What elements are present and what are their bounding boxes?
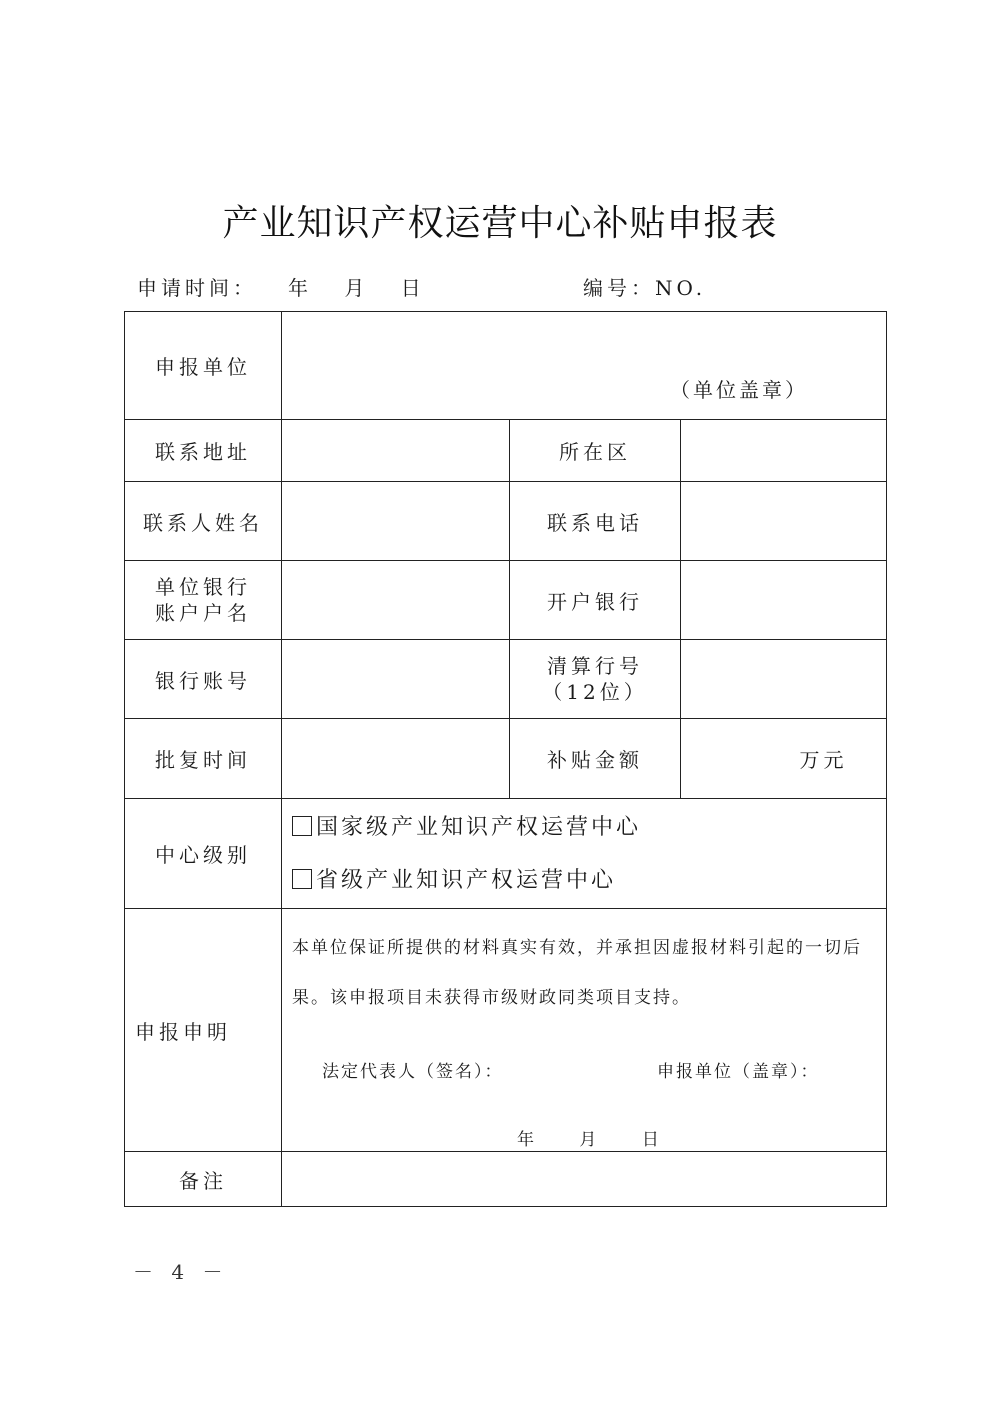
declaration-year: 年 <box>517 1130 534 1150</box>
apply-year: 年 <box>288 276 308 300</box>
row-remark <box>125 1152 887 1207</box>
approval-time-label: 批复时间 <box>125 719 282 799</box>
row-center-level <box>125 799 887 909</box>
apply-day: 日 <box>400 276 421 300</box>
declaration-month: 月 <box>579 1130 597 1150</box>
contact-phone-label: 联系电话 <box>510 482 681 561</box>
application-form-table <box>124 311 887 1207</box>
declaration-date[interactable] <box>517 1125 699 1150</box>
approval-time-field[interactable] <box>282 719 510 799</box>
bank-account-label: 银行账号 <box>125 640 282 719</box>
row-bank-account-name <box>125 561 887 640</box>
clearing-number-label-line1: 清算行号 <box>547 654 643 678</box>
level-national-option[interactable] <box>292 801 886 854</box>
bank-account-field[interactable] <box>282 640 510 719</box>
legal-representative-signature[interactable]: 法定代表人（签名）： <box>322 1062 504 1082</box>
address-field[interactable] <box>282 420 510 482</box>
applicant-unit-field[interactable] <box>282 312 887 420</box>
applicant-unit-label: 申报单位 <box>125 312 282 420</box>
declaration-day: 日 <box>641 1130 659 1150</box>
level-national-label: 国家级产业知识产权运营中心 <box>316 814 642 840</box>
contact-name-field[interactable] <box>282 482 510 561</box>
bank-account-name-label-line2: 账户户名 <box>155 601 251 625</box>
apply-time-label: 申请时间： <box>137 276 257 300</box>
contact-phone-field[interactable] <box>681 482 887 561</box>
row-bank-account <box>125 640 887 719</box>
seal-note: （单位盖章） <box>670 378 809 402</box>
checkbox-national[interactable] <box>292 816 312 836</box>
center-level-label: 中心级别 <box>125 799 282 909</box>
row-applicant-unit <box>125 312 887 420</box>
subsidy-amount-label: 补贴金额 <box>510 719 681 799</box>
bank-account-name-field[interactable] <box>282 561 510 640</box>
bank-label: 开户银行 <box>510 561 681 640</box>
subsidy-unit: 万元 <box>799 748 848 772</box>
remark-field[interactable] <box>282 1152 887 1207</box>
form-number-label: 编号：NO. <box>583 276 707 300</box>
level-provincial-option[interactable] <box>292 854 886 907</box>
row-declaration <box>125 909 887 1152</box>
row-contact <box>125 482 887 561</box>
center-level-options <box>282 799 887 909</box>
apply-month: 月 <box>344 276 365 300</box>
page-number: － 4 － <box>133 1260 229 1284</box>
unit-seal-signature[interactable]: 申报单位（盖章）： <box>657 1062 820 1082</box>
form-title: 产业知识产权运营中心补贴申报表 <box>222 203 778 244</box>
checkbox-provincial[interactable] <box>292 869 312 889</box>
bank-account-name-label <box>125 561 282 640</box>
declaration-content <box>282 909 887 1152</box>
clearing-number-label-line2: （12位） <box>542 680 648 704</box>
level-provincial-label: 省级产业知识产权运营中心 <box>316 867 617 893</box>
clearing-number-field[interactable] <box>681 640 887 719</box>
bank-field[interactable] <box>681 561 887 640</box>
declaration-text: 本单位保证所提供的材料真实有效，并承担因虚报材料引起的一切后果。该申报项目未获得市级财政同类项目支持。 <box>292 938 862 1008</box>
bank-account-name-label-line1: 单位银行 <box>155 575 251 599</box>
address-label: 联系地址 <box>125 420 282 482</box>
subsidy-amount-field[interactable] <box>681 719 887 799</box>
remark-label: 备注 <box>125 1152 282 1207</box>
clearing-number-label <box>510 640 681 719</box>
declaration-label: 申报申明 <box>125 909 282 1152</box>
row-approval <box>125 719 887 799</box>
row-address <box>125 420 887 482</box>
contact-name-label: 联系人姓名 <box>125 482 282 561</box>
apply-date <box>288 272 451 301</box>
district-field[interactable] <box>681 420 887 482</box>
district-label: 所在区 <box>510 420 681 482</box>
